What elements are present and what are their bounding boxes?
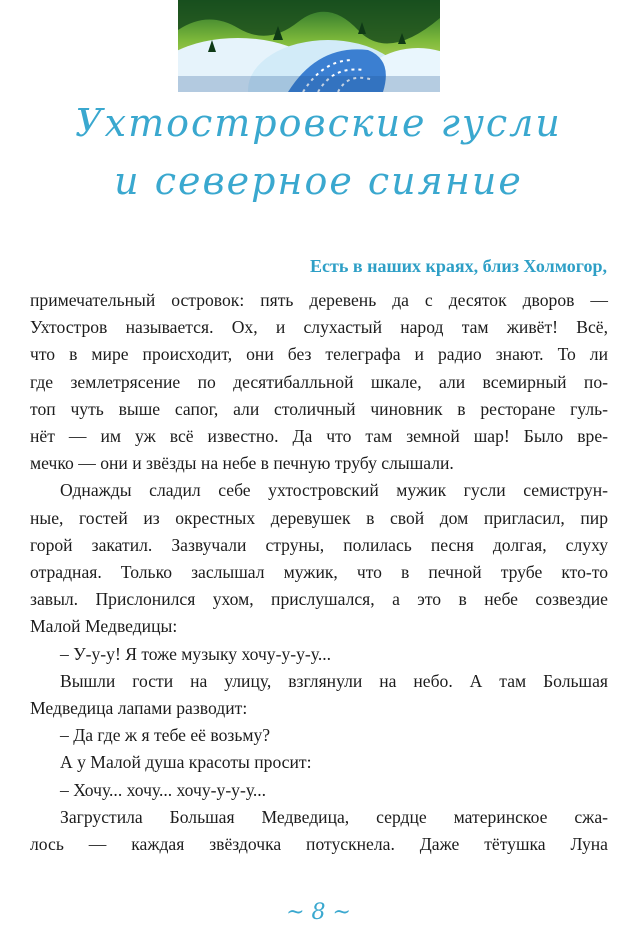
text-line: Малой Медведицы: — [30, 616, 178, 637]
text-line: примечательный островок: пять деревень да с десяток дворов — — [30, 290, 608, 310]
text-line: отрадная. Только заслышал мужик, что в печной трубе кто-то — [30, 562, 608, 583]
text-line: Медведица лапами разводит: — [30, 698, 248, 719]
text-line: завыл. Прислонился ухом, прислушался, а это в небе созвездие — [30, 589, 608, 610]
text-line: лось — каждая звёздочка потускнела. Даже тётушка Луна — [30, 834, 608, 855]
text-line: мечко — они и звёзды на небе в печную трубу слышали. — [30, 453, 454, 474]
chapter-title-line-2: и северное сияние — [114, 159, 523, 203]
chapter-title-line-1: Ухтостровские гусли — [75, 101, 562, 145]
text-line: Вышли гости на улицу, взглянули на небо. А там Большая — [60, 670, 608, 691]
text-line: – Хочу... хочу... хочу-у-у-у... — [60, 779, 267, 800]
text-line: – У-у-у! Я тоже музыку хочу-у-у-у... — [60, 643, 332, 664]
text-line: где землетрясение по десятибалльной шкале, али всемирный по- — [30, 371, 608, 392]
text-line: ные, гостей из окрестных деревушек в свой дом пригласил, пир — [30, 507, 608, 528]
text-line: топ чуть выше сапог, али столичный чиновник в ресторане гуль- — [30, 398, 608, 419]
text-line: – Да где ж я тебе её возьму? — [60, 725, 271, 746]
text-line: Ухтостров называется. Ох, и слухастый народ там живёт! Всё, — [30, 317, 608, 338]
body-text — [30, 287, 608, 858]
page-number: ~ 8 ~ — [286, 900, 351, 925]
text-line: Загрустила Большая Медведица, сердце материнское сжа- — [60, 806, 608, 827]
text-line: Однажды сладил себе ухтостровский мужик гусли семиструн- — [60, 480, 608, 501]
text-line: А у Малой душа красоты просит: — [60, 752, 312, 773]
winter-landscape-illustration — [178, 0, 440, 92]
lead-phrase: Есть в наших краях, близ Холмогор, — [310, 256, 607, 276]
text-line: что в мире происходит, они без телеграфа и радио знают. То ли — [30, 344, 608, 365]
text-line: нёт — им уж всё известно. Да что там земной шар! Было вре- — [30, 426, 608, 447]
text-line: горой закатил. Зазвучали струны, полилась песня долгая, слуху — [30, 534, 608, 555]
